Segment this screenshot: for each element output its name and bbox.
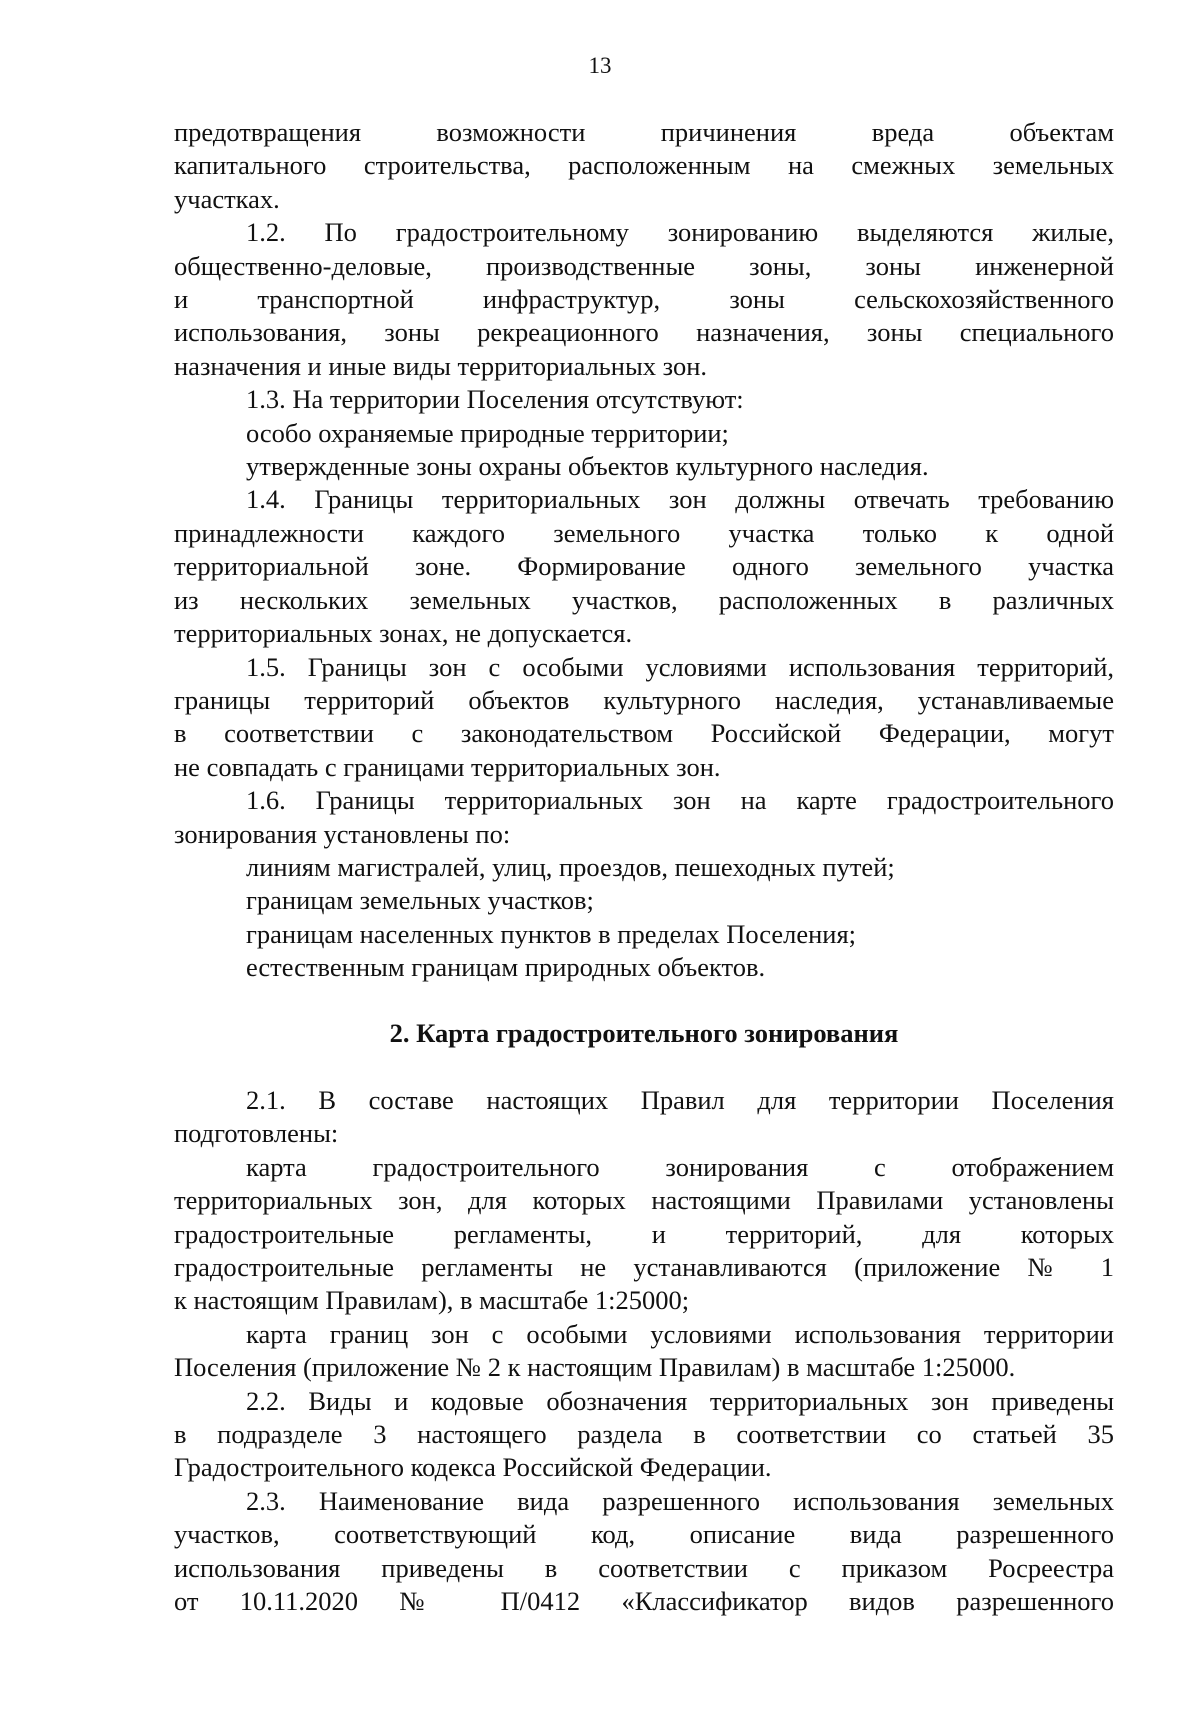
paragraph-2-1-line: 2.1. В составе настоящих Правил для территории Поселения (246, 1084, 1114, 1115)
text-line: подготовлены: (174, 1118, 339, 1149)
list-item: границам населенных пунктов в пределах Поселения; (246, 918, 857, 949)
page-number: 13 (588, 53, 612, 78)
text-line: градостроительные регламенты, и территорий, для которых (174, 1218, 1114, 1249)
paragraph-1-2-line: 1.2. По градостроительному зонированию выделяются жилые, (246, 217, 1114, 248)
document-body (174, 116, 1114, 1618)
text-line: принадлежности каждого земельного участка только к одной (174, 517, 1114, 548)
text-line: зонирования установлены по: (174, 818, 511, 849)
text-line: использования приведены в соответствии с приказом Росреестра (174, 1552, 1114, 1583)
text-line: предотвращения возможности причинения вреда объектам (174, 117, 1114, 147)
text-line: участках. (174, 183, 280, 214)
text-line: карта градостроительного зонирования с отображением (246, 1151, 1114, 1182)
text-line: общественно-деловые, производственные зоны, зоны инженерной (174, 250, 1114, 281)
text-line: Поселения (приложение № 2 к настоящим Правилам) в масштабе 1:25000. (174, 1352, 1016, 1383)
section-heading: 2. Карта градостроительного зонирования (389, 1017, 899, 1048)
text-line: из нескольких земельных участков, расположенных в различных (174, 584, 1114, 615)
text-line: не совпадать с границами территориальных зон. (174, 751, 721, 782)
text-line: территориальных зон, для которых настоящими Правилами установлены (174, 1185, 1114, 1216)
text-line: в подразделе 3 настоящего раздела в соответствии со статьей 35 (174, 1419, 1114, 1450)
list-item: линиям магистралей, улиц, проездов, пешеходных путей; (246, 851, 895, 882)
paragraph-1-3-line: 1.3. На территории Поселения отсутствуют: (246, 384, 744, 415)
text-line: капитального строительства, расположенным на смежных земельных (174, 150, 1114, 181)
paragraph-1-4-line: 1.4. Границы территориальных зон должны отвечать требованию (246, 484, 1114, 515)
list-item: утвержденные зоны охраны объектов культурного наследия. (246, 451, 929, 482)
text-line: от 10.11.2020 № П/0412 «Классификатор видов разрешенного (174, 1586, 1114, 1617)
text-line: к настоящим Правилам), в масштабе 1:25000; (174, 1285, 690, 1316)
text-line: назначения и иные виды территориальных зон. (174, 350, 708, 381)
text-line: Градостроительного кодекса Российской Федерации. (174, 1452, 772, 1483)
list-item: естественным границам природных объектов. (246, 952, 766, 983)
text-line: в соответствии с законодательством Российской Федерации, могут (174, 718, 1114, 749)
text-line: территориальных зонах, не допускается. (174, 618, 633, 649)
text-line: границы территорий объектов культурного наследия, устанавливаемые (174, 684, 1114, 715)
paragraph-1-6-line: 1.6. Границы территориальных зон на карте градостроительного (246, 785, 1114, 816)
text-line: использования, зоны рекреационного назначения, зоны специального (174, 317, 1114, 348)
list-item: особо охраняемые природные территории; (246, 417, 729, 448)
paragraph-1-5-line: 1.5. Границы зон с особыми условиями использования территорий, (246, 651, 1114, 682)
text-line: и транспортной инфраструктур, зоны сельскохозяйственного (174, 284, 1114, 315)
text-line: участков, соответствующий код, описание вида разрешенного (174, 1519, 1114, 1550)
text-line: градостроительные регламенты не устанавливаются (приложение № 1 (174, 1252, 1114, 1282)
paragraph-2-2-line: 2.2. Виды и кодовые обозначения территориальных зон приведены (246, 1385, 1114, 1416)
list-item: границам земельных участков; (246, 885, 594, 916)
paragraph-2-3-line: 2.3. Наименование вида разрешенного использования земельных (246, 1485, 1114, 1516)
text-line: карта границ зон с особыми условиями использования территории (246, 1318, 1114, 1349)
text-line: территориальной зоне. Формирование одного земельного участка (174, 551, 1114, 582)
